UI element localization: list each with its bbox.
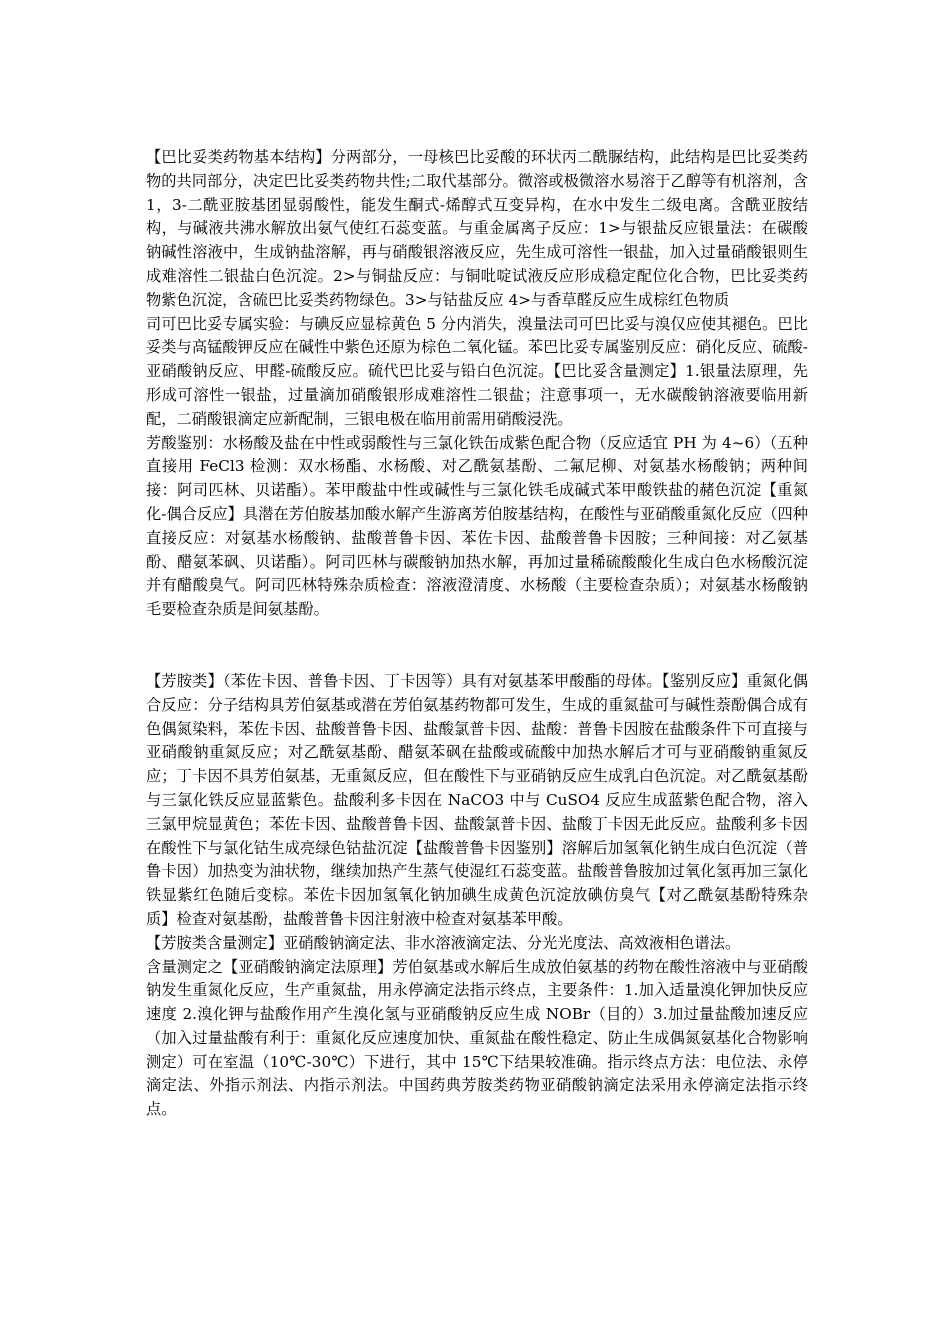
aromatic-amine-paragraph: 【芳胺类】（苯佐卡因、普鲁卡因、丁卡因等）具有对氨基苯甲酸酯的母体。【鉴别反应】重氮化偶合反应：分子结构具芳伯氨基或潜在芳伯氨基药物都可发生，生成的重氮盐可与碱性萘酚偶合成有色偶氮染料，苯佐卡因、盐酸普鲁卡因、盐酸氯普卡因、盐酸：普鲁卡因胺在盐酸条件下可直接与亚硝酸钠重氮反应；对乙酰氨基酚、醋氨苯砜在盐酸或硫酸中加热水解后才可与亚硝酸钠重氮反应；丁卡因不具芳伯氨基，无重氮反应，但在酸性下与亚硝钠反应生成乳白色沉淀。对乙酰氨基酚与三氯化铁反应显蓝紫色。盐酸利多卡因在 NaCO3 中与 CuSO4 反应生成蓝紫色配合物，溶入三氯甲烷显黄色；苯佐卡因、盐酸普鲁卡因、盐酸氯普卡因、盐酸丁卡因无此反应。盐酸利多卡因在酸性下与氯化钴生成亮绿色钴盐沉淀【盐酸普鲁卡因鉴别】溶解后加氢氧化钠生成白色沉淀（普鲁卡因）加热变为油状物，继续加热产生蒸气使湿红石蕊变蓝。盐酸普鲁胺加过氧化氢再加三氯化铁显紫红色随后变棕。苯佐卡因加氢氧化钠加碘生成黄色沉淀放碘仿臭气【对乙酰氨基酚特殊杂质】检查对氨基酚，盐酸普鲁卡因注射液中检查对氨基苯甲酸。 xyxy=(146,671,808,928)
section-spacer xyxy=(146,622,808,670)
aromatic-acid-identification-paragraph: 芳酸鉴别：水杨酸及盐在中性或弱酸性与三氯化铁缶成紫色配合物（反应适宜 PH 为 4~6）（五种直接用 FeCl3 检测：双水杨酯、水杨酸、对乙酰氨基酚、二氟尼柳、对氨基水杨酸钠；两种间接：阿司匹林、贝诺酯）。苯甲酸盐中性或碱性与三氯化铁毛成碱式苯甲酸铁盐的赭色沉淀【重氮化-偶合反应】具潜在芳伯胺基加酸水解产生游离芳伯胺基结构，在酸性与亚硝酸重氮化反应（四种直接反应：对氨基水杨酸钠、盐酸普鲁卡因、苯佐卡因、盐酸普鲁卡因胺；三种间接：对乙氨基酚、醋氨苯砜、贝诺酯）。阿司匹林与碳酸钠加热水解，再加过量稀硫酸酸化生成白色水杨酸沉淀并有醋酸臭气。阿司匹林特殊杂质检查：溶液澄清度、水杨酸（主要检查杂质）；对氨基水杨酸钠毛要检查杂质是间氨基酚。 xyxy=(146,433,808,619)
document-body xyxy=(146,146,808,1122)
aromatic-amine-assay-paragraph: 【芳胺类含量测定】亚硝酸钠滴定法、非水溶液滴定法、分光光度法、高效液相色谱法。 xyxy=(146,933,741,952)
nitrite-titration-principle-paragraph: 含量测定之【亚硝酸钠滴定法原理】芳伯氨基或水解后生成放伯氨基的药物在酸性溶液中与亚硝酸钠发生重氮化反应，生产重氮盐，用永停滴定法指示终点，主要条件：1.加入适量溴化钾加快反应速度 2.溴化钾与盐酸作用产生溴化氢与亚硝酸钠反应生成 NOBr（目的）3.加过量盐酸加速反应（加入过量盐酸有利于：重氮化反应速度加快、重氮盐在酸性稳定、防止生成偶氮氨基化合物影响测定）可在室温（10℃-30℃）下进行，其中 15℃下结果较准确。指示终点方法：电位法、永停滴定法、外指示剂法、内指示剂法。中国药典芳胺类药物亚硝酸钠滴定法采用永停滴定法指示终点。 xyxy=(146,957,808,1119)
secobarbital-test-paragraph: 司可巴比妥专属实验：与碘反应显棕黄色 5 分内消失，溴量法司可巴比妥与溴仅应使其褪色。巴比妥类与高锰酸钾反应在碱性中紫色还原为棕色二氧化锰。苯巴比妥专属鉴别反应：硝化反应、硫酸-亚硝酸钠反应、甲醛-硫酸反应。硫代巴比妥与铅白色沉淀。【巴比妥含量测定】1.银量法原理，先形成可溶性一银盐，过量滴加硝酸银形成难溶性二银盐；注意事项一，无水碳酸钠溶液要临用新配，二硝酸银滴定应新配制，三银电极在临用前需用硝酸浸洗。 xyxy=(146,314,808,428)
barbiturate-structure-paragraph: 【巴比妥类药物基本结构】分两部分，一母核巴比妥酸的环状丙二酰脲结构，此结构是巴比妥类药物的共同部分，决定巴比妥类药物共性;二取代基部分。微溶或极微溶水易溶于乙醇等有机溶剂，含 1，3-二酰亚胺基团显弱酸性，能发生酮式-烯醇式互变异构，在水中发生二级电离。含酰亚胺结构，与碱液共沸水解放出氨气使红石蕊变蓝。与重金属离子反应：1>与银盐反应银量法：在碳酸钠碱性溶液中，生成钠盐溶解，再与硝酸银溶液反应，先生成可溶性一银盐，加入过量硝酸银则生成难溶性二银盐白色沉淀。2>与铜盐反应：与铜吡啶试液反应形成稳定配位化合物，巴比妥类药物紫色沉淀，含硫巴比妥类药物绿色。3>与钴盐反应 4>与香草醛反应生成棕红色物质 xyxy=(146,148,808,309)
